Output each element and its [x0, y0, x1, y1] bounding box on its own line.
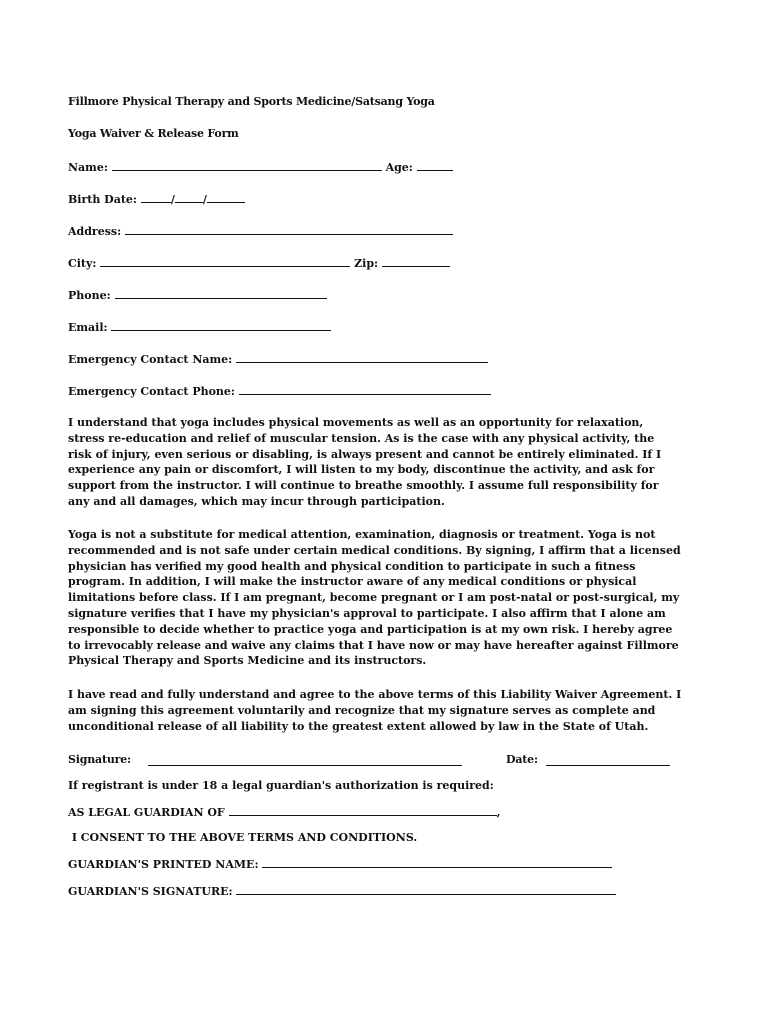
- guardian-signature-line[interactable]: [236, 883, 616, 895]
- city-line[interactable]: [100, 255, 350, 267]
- address-row: [68, 223, 453, 240]
- guardian-signature-row: [68, 883, 616, 900]
- phone-row: [68, 287, 327, 304]
- phone-line[interactable]: [115, 287, 327, 299]
- date-line[interactable]: [546, 754, 670, 766]
- emergency-phone-label: Emergency Contact Phone:: [68, 385, 235, 398]
- guardian-printed-name-line[interactable]: [262, 856, 612, 868]
- organization-heading: Fillmore Physical Therapy and Sports Medicine/Satsang Yoga: [68, 95, 435, 108]
- emergency-name-row: [68, 351, 488, 368]
- legal-guardian-comma: ,: [496, 806, 501, 819]
- paragraph-line: Yoga is not a substitute for medical attention, examination, diagnosis or treatment. Yoga is not: [68, 528, 656, 541]
- age-label: Age:: [385, 161, 413, 174]
- name-field-row: [68, 159, 453, 176]
- consent-statement: I CONSENT TO THE ABOVE TERMS AND CONDITIONS.: [68, 831, 418, 844]
- risk-acknowledgement-paragraph: [68, 415, 710, 510]
- paragraph-line: program. In addition, I will make the instructor aware of any medical conditions or physical: [68, 575, 637, 589]
- name-label: Name:: [68, 161, 108, 174]
- guardian-note: If registrant is under 18 a legal guardian's authorization is required:: [68, 779, 494, 792]
- paragraph-line: I have read and fully understand and agree to the above terms of this Liability Waiver Agreement. I: [68, 688, 682, 701]
- paragraph-line: recommended and is not safe under certain medical conditions. By signing, I affirm that a licensed: [68, 543, 681, 557]
- age-line[interactable]: [417, 159, 453, 171]
- city-label: City:: [68, 257, 97, 270]
- birth-month-line[interactable]: [141, 191, 171, 203]
- agreement-paragraph: [68, 687, 710, 734]
- guardian-signature-label: GUARDIAN'S SIGNATURE:: [68, 885, 233, 898]
- email-label: Email:: [68, 321, 108, 334]
- legal-guardian-label: AS LEGAL GUARDIAN OF: [68, 806, 225, 819]
- paragraph-line: signature verifies that I have my physician's approval to participate. I also affirm that I alone am: [68, 606, 666, 620]
- paragraph-line: experience any pain or discomfort, I will listen to my body, discontinue the activity, and ask for: [68, 463, 655, 477]
- paragraph-line: responsible to decide whether to practice yoga and participation is at my own risk. I hereby agree: [68, 622, 673, 636]
- name-line[interactable]: [112, 159, 382, 171]
- signature-label: Signature:: [68, 753, 131, 766]
- zip-line[interactable]: [382, 255, 450, 267]
- address-label: Address:: [68, 225, 122, 238]
- legal-guardian-row: [68, 804, 500, 821]
- minor-name-line[interactable]: [229, 804, 497, 816]
- paragraph-line: risk of injury, even serious or disabling, is always present and cannot be entirely eliminated. If I: [68, 447, 662, 461]
- paragraph-line: physician has verified my good health and physical condition to participate in such a fitness: [68, 559, 636, 573]
- emergency-name-label: Emergency Contact Name:: [68, 353, 233, 366]
- phone-label: Phone:: [68, 289, 111, 302]
- birth-date-row: Birth Date: / /: [68, 191, 245, 208]
- birth-day-line[interactable]: [175, 191, 203, 203]
- emergency-name-line[interactable]: [236, 351, 488, 363]
- emergency-phone-line[interactable]: [239, 383, 491, 395]
- paragraph-line: am signing this agreement voluntarily and recognize that my signature serves as complete and: [68, 703, 656, 717]
- paragraph-line: unconditional release of all liability to the greatest extent allowed by law in the State of Utah.: [68, 719, 649, 733]
- paragraph-line: any and all damages, which may incur through participation.: [68, 494, 445, 508]
- birth-year-line[interactable]: [207, 191, 245, 203]
- guardian-printed-name-row: [68, 856, 612, 873]
- date-label: Date:: [506, 753, 538, 766]
- emergency-phone-row: [68, 383, 491, 400]
- guardian-printed-name-label: GUARDIAN'S PRINTED NAME:: [68, 858, 259, 871]
- city-zip-row: [68, 255, 450, 272]
- medical-disclaimer-paragraph: [68, 527, 710, 669]
- signature-line[interactable]: [148, 754, 462, 766]
- paragraph-line: limitations before class. If I am pregnant, become pregnant or I am post-natal or post-surgical, my: [68, 591, 680, 605]
- paragraph-line: stress re-education and relief of muscular tension. As is the case with any physical activity, the: [68, 431, 655, 445]
- paragraph-line: to irrevocably release and waive any claims that I have now or may have hereafter against Fillmore: [68, 638, 679, 652]
- paragraph-line: support from the instructor. I will continue to breathe smoothly. I assume full responsibility for: [68, 479, 659, 493]
- paragraph-line: I understand that yoga includes physical movements as well as an opportunity for relaxation,: [68, 416, 644, 429]
- address-line[interactable]: [125, 223, 453, 235]
- paragraph-line: Physical Therapy and Sports Medicine and its instructors.: [68, 654, 427, 668]
- email-row: [68, 319, 331, 336]
- birth-date-label: Birth Date:: [68, 193, 137, 206]
- zip-label: Zip:: [354, 257, 379, 270]
- form-title: Yoga Waiver & Release Form: [68, 127, 239, 140]
- email-line[interactable]: [111, 319, 331, 331]
